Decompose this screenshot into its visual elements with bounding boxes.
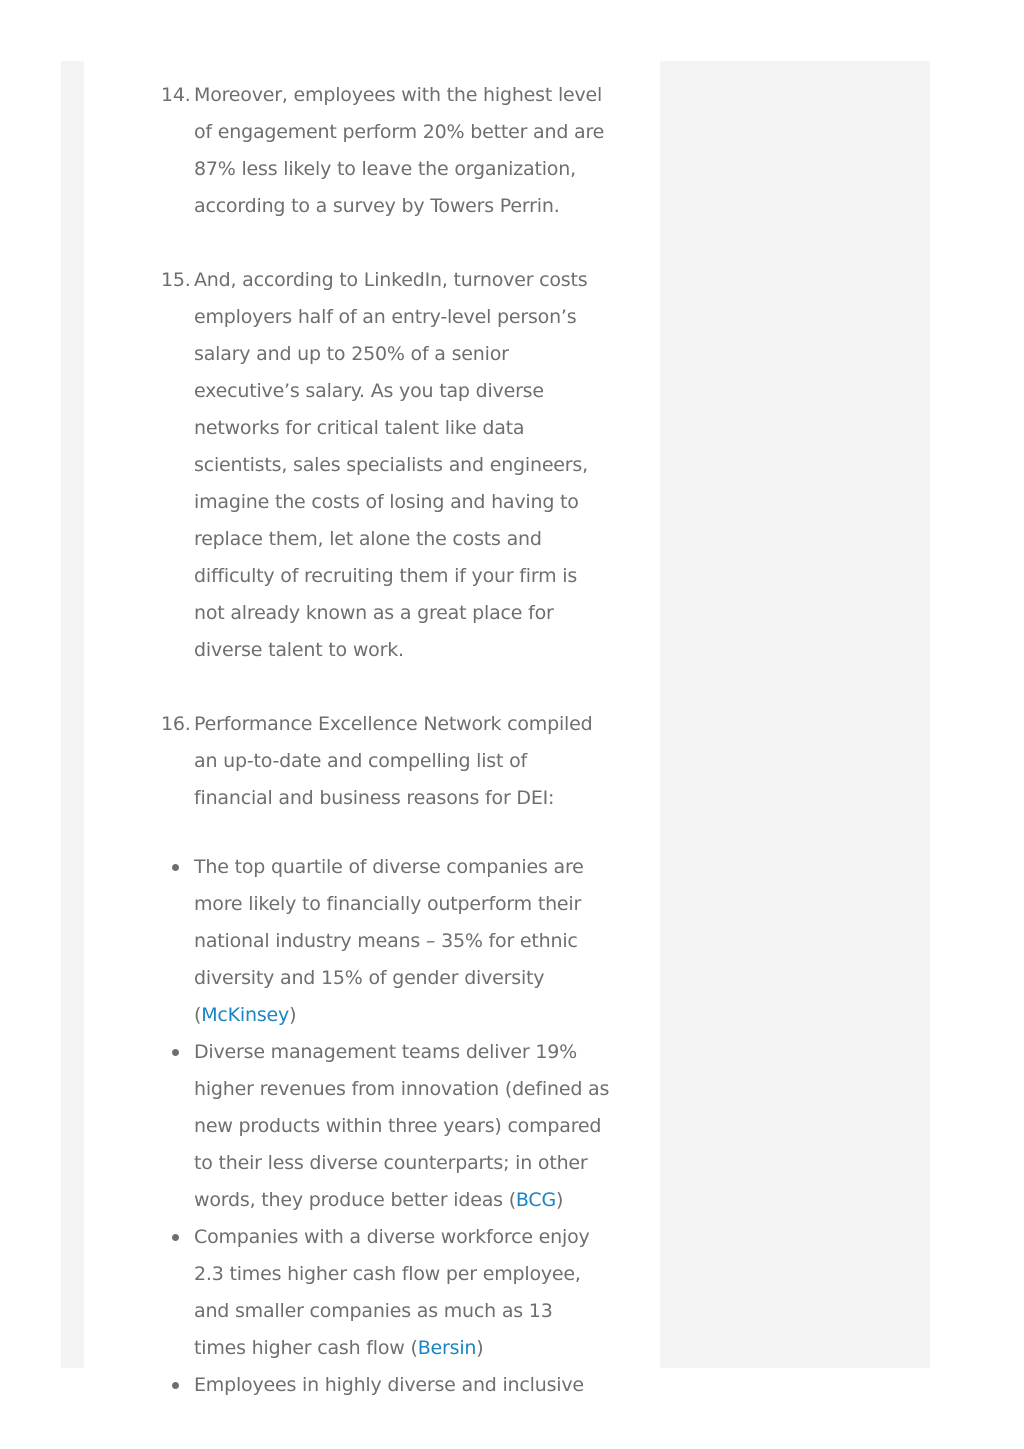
bullet-text-tail: ) [289, 1004, 297, 1026]
item-text: Performance Excellence Network compiled an up-to-date and compelling list of financial and business reasons for DEI: [194, 713, 593, 809]
bullet-text-tail: ) [476, 1337, 484, 1359]
bullet-dot [172, 864, 179, 871]
left-margin-strip [61, 61, 84, 1368]
bullet-text-tail: ) [556, 1189, 564, 1211]
bersin-link[interactable]: Bersin [417, 1337, 477, 1359]
item-text: Moreover, employees with the highest level of engagement perform 20% better and are 87% less likely to leave the organization, according to a survey by Towers Perrin. [194, 84, 605, 217]
bullet-text: Diverse management teams deliver 19% higher revenues from innovation (defined as new products within three years) compared to their less diverse counterparts; in other words, they produce better ideas ( [194, 1041, 610, 1211]
item-text: And, according to LinkedIn, turnover costs employers half of an entry-level person’s salary and up to 250% of a senior executive’s salary. As you tap diverse networks for critical talent like data scientists, sales specialists and engineers, imagine the costs of losing and having to replace them, let alone the costs and difficulty of recruiting them if your firm is not already known as a great place for diverse talent to work. [194, 269, 588, 661]
bullet-text: Employees in highly diverse and inclusive [194, 1374, 584, 1396]
article-text [161, 77, 610, 1404]
mckinsey-link[interactable]: McKinsey [201, 1004, 290, 1026]
bullet-text: The top quartile of diverse companies are more likely to financially outperform their national industry means – 35% for ethnic diversity and 15% of gender diversity ( [194, 856, 584, 1026]
bullet-dot [172, 1049, 179, 1056]
bullet-item [194, 1219, 610, 1367]
item-number: 14. [161, 84, 191, 106]
right-sidebar-panel [660, 61, 930, 1368]
bcg-link[interactable]: BCG [515, 1189, 557, 1211]
item-number: 15. [161, 269, 191, 291]
bullet-item [194, 849, 610, 1034]
numbered-item-16 [161, 706, 610, 817]
bullet-item [194, 1034, 610, 1219]
bullet-dot [172, 1234, 179, 1241]
numbered-item-14 [161, 77, 610, 225]
bullet-item [194, 1367, 610, 1404]
numbered-item-15 [161, 262, 610, 669]
bullet-dot [172, 1382, 179, 1389]
bullet-text: Companies with a diverse workforce enjoy 2.3 times higher cash flow per employee, and smaller companies as much as 13 times higher cash flow ( [194, 1226, 590, 1359]
article-body [84, 61, 660, 1396]
item-number: 16. [161, 713, 191, 735]
